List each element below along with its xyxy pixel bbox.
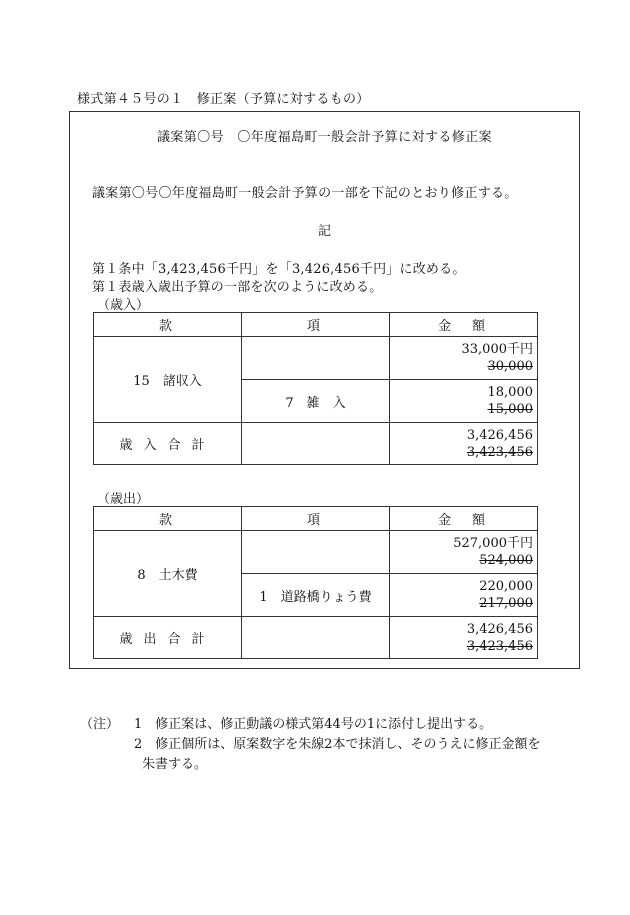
kou-cell: 1 道路橋りょう費 (242, 574, 390, 617)
note-item-1: 1 修正案は、修正動議の様式第44号の1に添付し提出する。 (134, 717, 493, 732)
table-total-row (94, 617, 538, 659)
total-label: 歳出合計 (94, 617, 242, 659)
revenue-table (93, 312, 538, 465)
expenditure-table (93, 506, 538, 659)
header-kan: 款 (94, 507, 242, 531)
expenditure-label: （歳出） (97, 492, 150, 507)
amount-new: 18,000 (487, 385, 533, 400)
table1-text: 第１表歳入歳出予算の一部を次のように改める。 (92, 280, 383, 295)
header-kan: 款 (94, 313, 242, 337)
table-row (94, 337, 538, 380)
article1-text: 第１条中「3,423,456千円」を「3,426,456千円」に改める。 (92, 262, 466, 277)
revenue-label: （歳入） (97, 298, 150, 313)
form-number: 様式第４５号の１ 修正案（予算に対するもの） (77, 92, 370, 107)
amount-old: 524,000 (479, 553, 533, 568)
amount-new: 3,426,456 (466, 427, 533, 443)
proposal-frame (69, 111, 580, 669)
intro-text: 議案第〇号〇年度福島町一般会計予算の一部を下記のとおり修正する。 (92, 186, 518, 201)
ki-heading: 記 (317, 224, 331, 239)
amount-cell (390, 617, 538, 659)
notes-heading: （注） (80, 717, 120, 732)
table-total-row (94, 423, 538, 465)
amount-cell (390, 574, 538, 617)
note-item-2-continued: 朱書する。 (142, 757, 208, 772)
amount-new: 220,000 (479, 579, 533, 594)
amount-new: 33,000千円 (461, 342, 533, 357)
amount-old: 217,000 (479, 596, 533, 611)
kan-cell: 15 諸収入 (94, 337, 242, 423)
table-row (94, 531, 538, 574)
amount-old: 15,000 (487, 402, 533, 417)
kou-cell (242, 337, 390, 380)
kou-cell (242, 531, 390, 574)
amount-cell (390, 423, 538, 465)
kou-cell (242, 617, 390, 659)
amount-cell (390, 337, 538, 380)
amount-cell (390, 380, 538, 423)
kan-cell: 8 土木費 (94, 531, 242, 617)
amount-new: 527,000千円 (453, 536, 533, 551)
table-header-row (94, 507, 538, 531)
kou-cell: 7 雑 入 (242, 380, 390, 423)
note-item-2: 2 修正個所は、原案数字を朱線2本で抹消し、そのうえに修正金額を (134, 737, 541, 752)
table-header-row (94, 313, 538, 337)
header-amount: 金 額 (390, 313, 538, 337)
amount-new: 3,426,456 (466, 621, 533, 637)
header-amount: 金 額 (390, 507, 538, 531)
kou-cell (242, 423, 390, 465)
amount-cell (390, 531, 538, 574)
total-label: 歳入合計 (94, 423, 242, 465)
amount-old: 3,423,456 (466, 444, 533, 460)
amount-old: 30,000 (487, 359, 533, 374)
header-kou: 項 (242, 313, 390, 337)
header-kou: 項 (242, 507, 390, 531)
document-title: 議案第〇号 〇年度福島町一般会計予算に対する修正案 (156, 130, 492, 145)
amount-old: 3,423,456 (466, 638, 533, 654)
